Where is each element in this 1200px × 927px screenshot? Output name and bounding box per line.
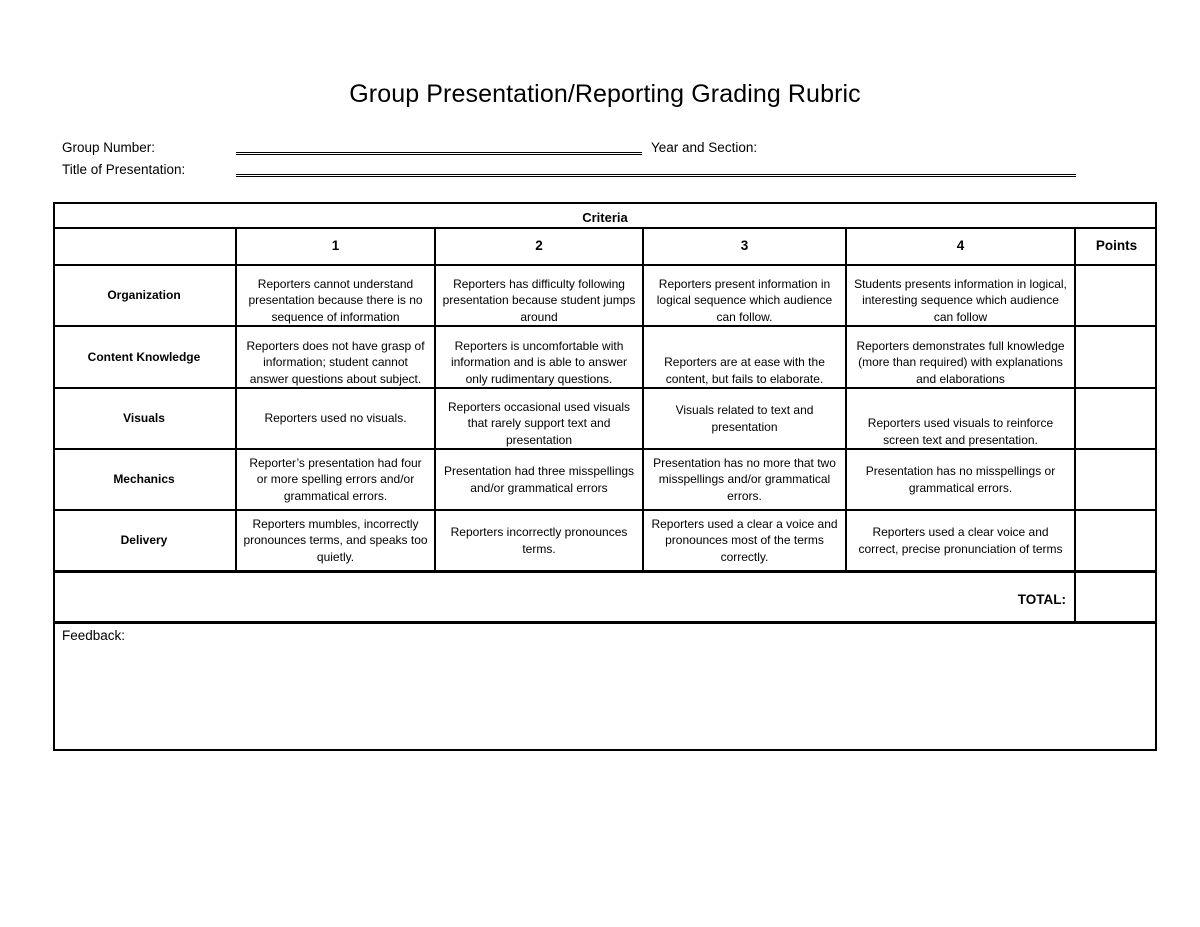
total-label: TOTAL: [1017, 592, 1066, 607]
criteria-header: Criteria [582, 210, 628, 225]
presentation-title-line[interactable] [236, 174, 1076, 177]
rubric-cell: Reporters occasional used visuals that rarely support text and presentation [447, 399, 631, 447]
rubric-cell: Reporters does not have grasp of information; student cannot answer questions about subject. [246, 338, 425, 386]
rubric-cell: Reporters used a clear a voice and pronounces most of the terms correctly. [651, 516, 838, 564]
points-cell-delivery[interactable] [1076, 511, 1157, 570]
criterion-delivery: Delivery [120, 533, 168, 548]
rubric-cell: Students presents information in logical, interesting sequence which audience can follow [854, 276, 1067, 324]
points-header: Points [1095, 238, 1138, 254]
criterion-organization: Organization [107, 288, 181, 303]
rubric-cell: Reporter’s presentation had four or more spelling errors and/or grammatical errors. [249, 455, 422, 503]
rubric-cell: Presentation had three misspellings and/or grammatical errors [443, 464, 635, 495]
total-points-cell[interactable] [1076, 573, 1157, 621]
divider [53, 570, 1157, 573]
rubric-cell: Presentation has no more that two misspellings and/or grammatical errors. [653, 455, 836, 503]
points-cell-visuals[interactable] [1076, 389, 1157, 448]
feedback-area[interactable] [55, 624, 1155, 747]
rubric-cell: Reporters has difficulty following presentation because student jumps around [442, 276, 636, 324]
rubric-cell: Reporters used visuals to reinforce screen text and presentation. [867, 416, 1054, 447]
group-number-line[interactable] [236, 152, 642, 155]
rubric-cell: Reporters is uncomfortable with information and is able to answer only rudimentary questions. [450, 338, 628, 386]
criterion-visuals: Visuals [123, 411, 165, 426]
year-section-label: Year and Section: [651, 140, 758, 155]
group-number-label: Group Number: [62, 140, 156, 155]
points-cell-organization[interactable] [1076, 266, 1157, 325]
feedback-label: Feedback: [62, 628, 126, 643]
rubric-cell: Reporters present information in logical sequence which audience can follow. [656, 276, 833, 324]
column-header-2: 2 [535, 238, 543, 254]
points-cell-content-knowledge[interactable] [1076, 327, 1157, 387]
criterion-content-knowledge: Content Knowledge [87, 349, 201, 364]
column-header-1: 1 [331, 238, 340, 254]
rubric-cell: Reporters are at ease with the content, but fails to elaborate. [664, 355, 825, 386]
rubric-cell: Reporters cannot understand presentation because there is no sequence of information [248, 276, 423, 324]
rubric-table [53, 202, 1157, 749]
rubric-cell: Reporters mumbles, incorrectly pronounces terms, and speaks too quietly. [243, 516, 428, 564]
rubric-cell: Presentation has no misspellings or grammatical errors. [865, 464, 1056, 495]
rubric-cell: Reporters used no visuals. [264, 411, 407, 426]
rubric-cell: Visuals related to text and presentation [675, 403, 814, 434]
criterion-mechanics: Mechanics [113, 472, 175, 487]
points-cell-mechanics[interactable] [1076, 450, 1157, 509]
rubric-cell: Reporters used a clear voice and correct, precise pronunciation of terms [858, 525, 1063, 556]
page-title: Group Presentation/Reporting Grading Rubric [349, 80, 861, 108]
rubric-cell: Reporters demonstrates full knowledge (more than required) with explanations and elaborations [856, 338, 1065, 386]
column-header-3: 3 [740, 238, 749, 254]
rubric-cell: Reporters incorrectly pronounces terms. [450, 525, 628, 556]
column-header-4: 4 [956, 238, 965, 254]
presentation-title-label: Title of Presentation: [62, 162, 186, 177]
